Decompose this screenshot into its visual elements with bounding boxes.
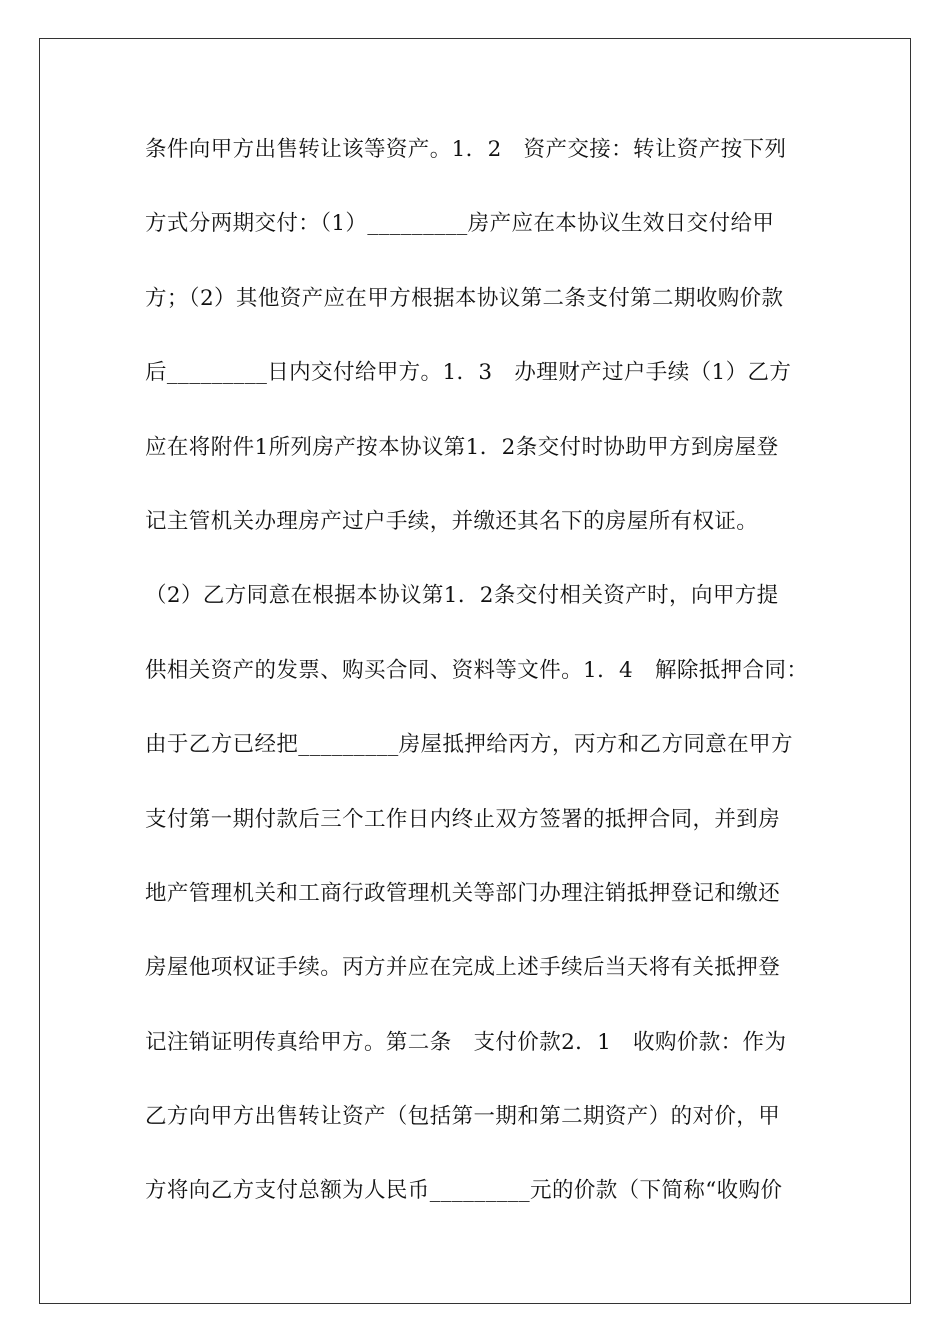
text-line: 房屋他项权证手续。丙方并应在完成上述手续后当天将有关抵押登 — [145, 955, 781, 981]
text-line: 应在将附件1所列房产按本协议第1．2条交付时协助甲方到房屋登 — [145, 434, 779, 460]
text-line: 方将向乙方支付总额为人民币_________元的价款（下简称“收购价 — [145, 1178, 783, 1204]
text-line: 记注销证明传真给甲方。第二条 支付价款2．1 收购价款：作为 — [145, 1029, 787, 1055]
text-line: 后_________日内交付给甲方。1．3 办理财产过户手续（1）乙方 — [145, 360, 792, 386]
text-line: 供相关资产的发票、购买合同、资料等文件。1．4 解除抵押合同： — [145, 657, 809, 683]
document-body — [145, 127, 810, 1243]
text-line: 方；（2）其他资产应在甲方根据本协议第二条支付第二期收购价款 — [145, 285, 784, 311]
text-line: 由于乙方已经把_________房屋抵押给丙方，丙方和乙方同意在甲方 — [145, 732, 793, 758]
text-line: 记主管机关办理房产过户手续，并缴还其名下的房屋所有权证。 — [145, 508, 759, 534]
text-line: 地产管理机关和工商行政管理机关等部门办理注销抵押登记和缴还 — [145, 880, 781, 906]
text-line: 乙方向甲方出售转让资产（包括第一期和第二期资产）的对价，甲 — [145, 1104, 781, 1130]
text-line: 方式分两期交付：（1）_________房产应在本协议生效日交付给甲 — [145, 211, 775, 237]
text-line: 条件向甲方出售转让该等资产。1．2 资产交接：转让资产按下列 — [145, 137, 787, 162]
text-line: 支付第一期付款后三个工作日内终止双方签署的抵押合同，并到房 — [145, 806, 781, 832]
text-line: （2）乙方同意在根据本协议第1．2条交付相关资产时，向甲方提 — [145, 583, 779, 609]
